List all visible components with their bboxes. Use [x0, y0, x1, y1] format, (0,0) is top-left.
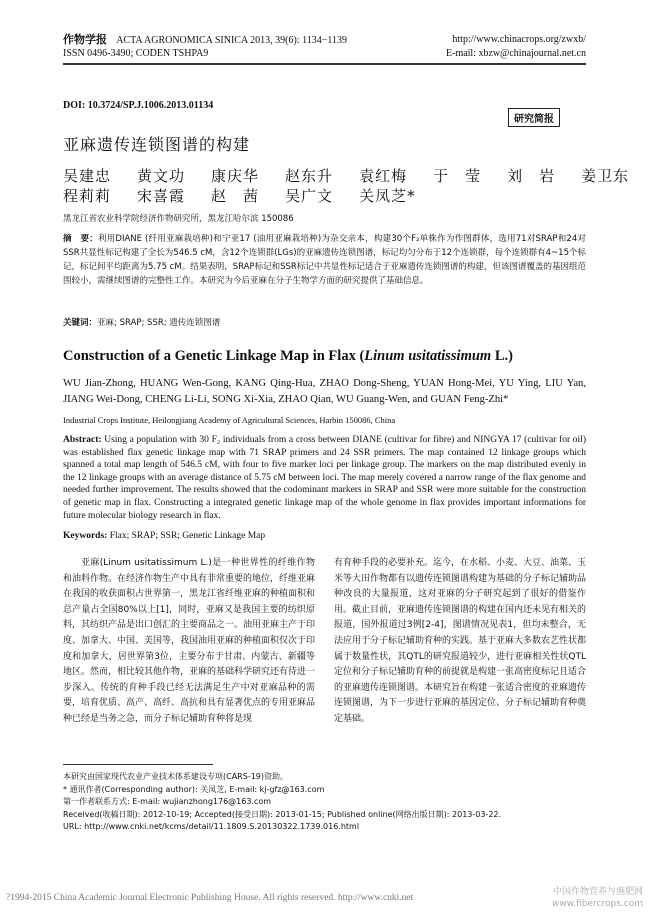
journal-header	[63, 33, 347, 47]
author-cn: 袁红梅	[359, 167, 408, 185]
keywords-en-text: Flax; SRAP; SSR; Genetic Linkage Map	[109, 531, 266, 541]
author-cn: 宋喜霞	[137, 187, 186, 205]
authors-cn-row2	[63, 185, 442, 207]
abstract-cn	[63, 232, 586, 288]
article-type-badge: 研究简报	[508, 108, 560, 127]
body-column-left: 亚麻(Linum usitatissimum L.)是一种世界性的纤维作物和油料作物。在经济作物生产中具有非常重要的地位，纤维亚麻在我国的收获面积占世界第一，黑龙江省纤维亚麻的种植面积和总产量占全国80%以上[1]，同时，亚麻又是我国主要的纺织原料，其纺织产品是出口创汇的主要商品之一。油用亚麻主产于印度、加拿大、中国、美国等，我国油用亚麻的种植面积仅次于印度和加拿大，居世界第3位，主要分布于甘肃、内蒙古、新疆等地区。然而，相比较其他作物，亚麻的基础科学研究还有待进一步深入。传统的育种手段已经无法满足生产中对亚麻品种的需要，培育优质、高产、高纤、高抗和具有显著优点的专用亚麻品种已经是当务之急，而分子标记辅助育种将是现	[63, 558, 316, 724]
title-en-end: L.)	[491, 348, 513, 364]
keywords-en-label: Keywords:	[63, 531, 108, 541]
keywords-cn	[63, 316, 220, 330]
authors-cn-row1	[63, 165, 630, 187]
author-cn: 于 莹	[433, 167, 482, 185]
keywords-cn-label: 关键词：	[63, 318, 98, 328]
abstract-en	[63, 434, 586, 522]
author-cn: 姜卫东	[581, 167, 630, 185]
affiliation-cn: 黑龙江省农业科学院经济作物研究所，黑龙江哈尔滨 150086	[63, 214, 294, 224]
abstract-cn-label: 摘 要：	[63, 234, 98, 244]
affiliation-en: Industrial Crops Institute, Heilongjiang Academy of Agricultural Sciences, Harbin 150086, China	[63, 415, 396, 425]
title-cn: 亚麻遗传连锁图谱的构建	[63, 135, 251, 154]
header-rule	[63, 63, 586, 65]
authors-en: WU Jian-Zhong, HUANG Wen-Gong, KANG Qing-Hua, ZHAO Dong-Sheng, YUAN Hong-Mei, YU Ying, LIU Yan, JIANG Wei-Dong, CHENG Li-Li, SONG Xi-Xia, ZHAO Qian, WU Guang-Wen, and GUAN Feng-Zhi*	[63, 378, 586, 405]
journal-email[interactable]: E-mail: xbzw@chinajournal.net.cn	[446, 48, 586, 59]
author-cn: 程莉莉	[63, 187, 112, 205]
abstract-cn-text: 利用DIANE (纤用亚麻栽培种)和宁亚17 (油用亚麻栽培种)为杂交亲本，构建30个F₂单株作为作图群体，选用71对SRAP和24对SSR共显性标记构建了全长为546.5 cM，含12个连锁群(LGs)的亚麻遗传连锁图谱，标记均匀分布于12个连锁群，每个连锁群有4~15个标记，标记间平均距离为5.75 cM。结果表明，SRAP标记和SSR标记中共显性标记适合于亚麻遗传连锁图谱的构建，但该图谱覆盖的基因组范围较小，需继续图谱的完整性工作。本研究为今后亚麻在分子生物学方面的研究提供了基础信息。	[63, 234, 586, 286]
journal-url[interactable]: http://www.chinacrops.org/zwxb/	[452, 34, 586, 45]
watermark: 中国作物营养与施肥网 www.fibercrops.com	[552, 887, 643, 909]
keywords-cn-text: 亚麻; SRAP; SSR; 遗传连锁图谱	[97, 318, 221, 328]
author-cn: 刘 岩	[507, 167, 556, 185]
journal-info: ACTA AGRONOMICA SINICA 2013, 39(6): 1134−1139	[116, 35, 347, 46]
title-en-main: Construction of a Genetic Linkage Map in Flax (	[63, 348, 365, 364]
title-en	[63, 348, 513, 365]
author-cn: 赵 茜	[211, 187, 260, 205]
author-cn: 吴广文	[285, 187, 334, 205]
body-column-right: 有育种手段的必要补充。迄今，在水稻、小麦、大豆、油菜、玉米等大田作物都有以遗传连锁图谱构建为基础的分子标记辅助品种改良的大量报道，这对亚麻的分子研究起到了很好的借鉴作用。截止目前，亚麻遗传连锁图谱的构建在国内还未见有相关的报道，国外报道过3例[2-4]，图谱情况见表1，但均未整合，无法应用于分子标记辅助育种的实践。基于亚麻大多数农艺性状都属于数量性状，其QTL的研究报道较少，进行亚麻相关性状QTL定位和分子标记辅助育种的前提就是构建一张高密度标记且适合的亚麻遗传连锁图谱。本研究旨在构建一张适合密度的亚麻遗传连锁图谱，为下一步进行亚麻的基因定位、分子标记辅助育种奠定基础。	[334, 558, 587, 724]
title-en-species: Linum usitatissimum	[364, 348, 492, 364]
footnote-first-author: 第一作者联系方式: E-mail: wujianzhong176@163.com	[63, 797, 272, 806]
abstract-en-label: Abstract:	[63, 435, 102, 445]
author-cn: 康庆华	[211, 167, 260, 185]
author-cn: 关凤芝*	[359, 187, 416, 205]
footnotes	[63, 771, 586, 834]
footnote-corresponding: * 通讯作者(Corresponding author): 关凤芝, E-mail: kj-gfz@163.com	[63, 784, 325, 794]
footnote-dates: Received(收稿日期): 2012-10-19; Accepted(接受日期): 2013-01-15; Published online(网络出版日期): 2013-03-22.	[63, 809, 502, 819]
copyright-footer: ?1994-2015 China Academic Journal Electronic Publishing House. All rights reserved. http://www.cnki.net	[6, 893, 414, 903]
issn: ISSN 0496-3490; CODEN TSHPA9	[63, 48, 209, 59]
author-cn: 赵东升	[285, 167, 334, 185]
doi[interactable]: DOI: 10.3724/SP.J.1006.2013.01134	[63, 100, 214, 111]
author-cn: 黄文功	[137, 167, 186, 185]
footnote-rule	[63, 764, 213, 765]
journal-name-cn: 作物学报	[63, 33, 107, 46]
author-cn: 吴建忠	[63, 167, 112, 185]
abstract-en-text: Using a population with 30 F₂ individuals from a cross between DIANE (cultivar for fibre) and NINGYA 17 (cultivar for oil) was established flax genetic linkage map with 71 SRAP primers and 24 SSR primers. The map contained 12 linkage groups which spanned a total map length of 546.5 cM, with four to five marker loci per linkage group. The markers on the map distributed evenly in the 12 linkage groups with an average distance of 5.75 cM between loci. The map merely covered a narrow range of the flax genome and needed further improvement. The results showed that the codominant markers in SRAP and SSR were more suitable for the construction of genetic map in flax. Constructing a integrated genetic linkage map of the whole genome in flax provides important informations for future molecular biology research in flax.	[63, 435, 586, 521]
footnote-funding: 本研究由国家现代农业产业技术体系建设专项(CARS-19)资助。	[63, 772, 289, 781]
footnote-url[interactable]: URL: http://www.cnki.net/kcms/detail/11.1809.S.20130322.1739.016.html	[63, 822, 360, 831]
keywords-en	[63, 530, 265, 543]
